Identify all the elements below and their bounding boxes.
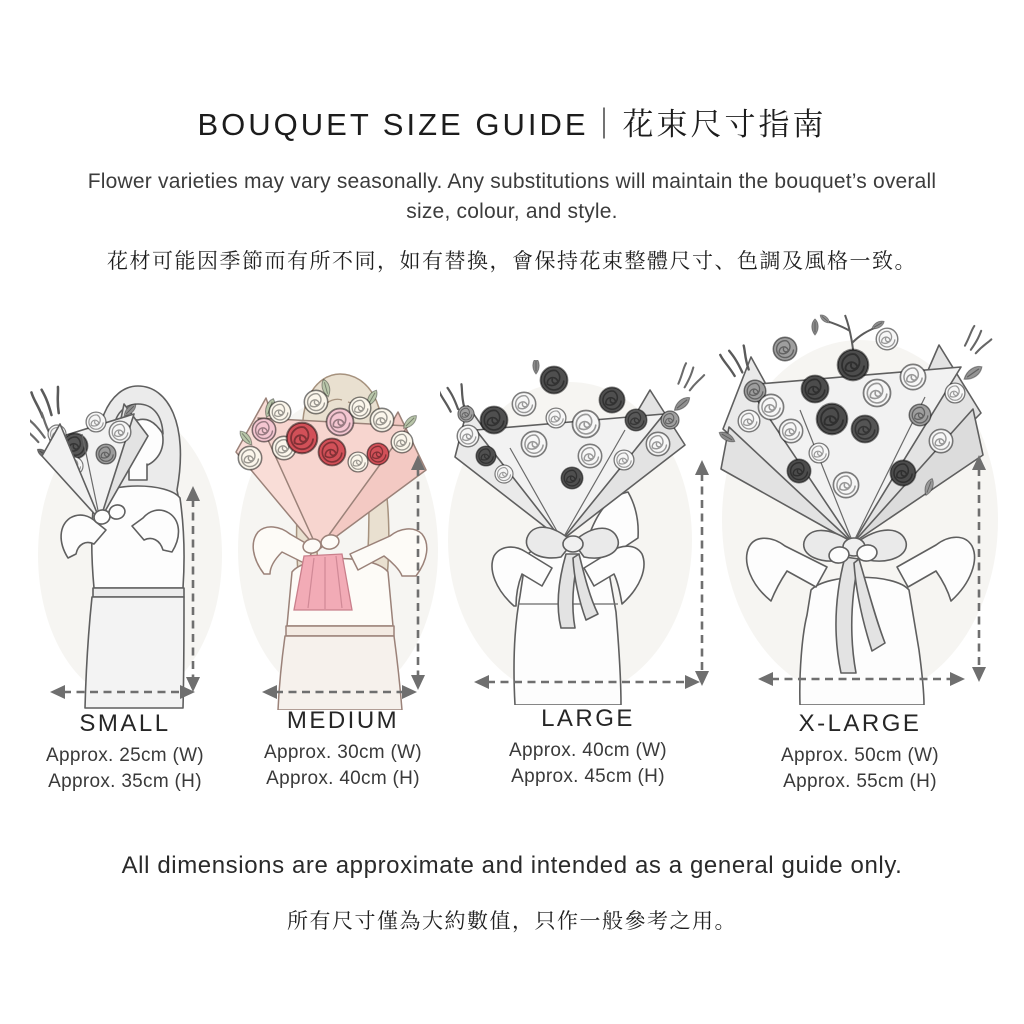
rose-flower <box>599 387 624 412</box>
size-width: Approx. 50cm (W) <box>781 745 939 766</box>
leaf <box>401 413 419 431</box>
rose-flower <box>809 443 829 463</box>
rose-flower <box>96 444 116 464</box>
rose-flower <box>909 404 931 426</box>
rose-flower <box>758 394 783 419</box>
rose-flower <box>109 421 131 443</box>
size-height: Approx. 45cm (H) <box>511 766 665 787</box>
leaf <box>812 319 818 335</box>
rose-flower <box>86 412 106 432</box>
size-name: MEDIUM <box>286 707 400 734</box>
size-name: SMALL <box>79 710 171 737</box>
rose-flower <box>787 459 810 482</box>
rose-flower <box>252 418 275 441</box>
rose-flower <box>546 408 566 428</box>
rose-flower <box>773 337 796 360</box>
rose-flower <box>838 350 869 381</box>
size-height: Approx. 40cm (H) <box>266 768 420 789</box>
rose-flower <box>391 431 413 453</box>
figure-small-illustration <box>30 370 240 710</box>
spike-leaf <box>675 363 705 393</box>
rose-flower <box>900 364 925 389</box>
leaf <box>533 360 539 374</box>
rose-flower <box>945 383 965 403</box>
rose-flower <box>890 460 915 485</box>
rose-flower <box>614 450 634 470</box>
medium-ribbon <box>294 554 352 610</box>
rose-flower <box>458 406 474 422</box>
rose-flower <box>738 410 760 432</box>
rose-flower <box>495 465 513 483</box>
leaf <box>672 395 692 414</box>
large-height-arrow <box>695 460 709 686</box>
subtitle-en-line1: Flower varieties may vary seasonally. Any substitutions will maintain the bouquet’s overall <box>87 170 937 193</box>
rose-flower <box>625 409 647 431</box>
rose-flower <box>817 404 848 435</box>
rose-flower <box>319 439 346 466</box>
rose-flower <box>370 408 393 431</box>
rose-flower <box>367 443 389 465</box>
rose-flower <box>578 444 601 467</box>
rose-flower <box>287 423 318 454</box>
rose-flower <box>541 367 568 394</box>
rose-flower <box>304 390 327 413</box>
rose-flower <box>779 419 802 442</box>
subtitle-en <box>0 167 1024 227</box>
size-label-small <box>20 710 230 795</box>
footer-note-en: All dimensions are approximate and intended as a general guide only. <box>121 852 903 879</box>
rose-flower <box>852 416 879 443</box>
rose-flower <box>876 328 898 350</box>
figure-xlarge-illustration <box>715 305 1015 705</box>
size-name: X-LARGE <box>798 710 922 737</box>
spike-leaf <box>31 385 64 418</box>
size-name: LARGE <box>541 705 635 732</box>
rose-flower <box>929 429 952 452</box>
size-width: Approx. 30cm (W) <box>264 742 422 763</box>
size-height: Approx. 35cm (H) <box>48 771 202 792</box>
size-width: Approx. 40cm (W) <box>509 740 667 761</box>
footer-note-zh: 所有尺寸僅為大約數值，只作一般參考之用。 <box>287 910 737 933</box>
size-label-large <box>483 705 693 790</box>
rose-flower <box>238 446 261 469</box>
rose-flower <box>269 401 291 423</box>
rose-flower <box>348 452 368 472</box>
page-title: BOUQUET SIZE GUIDE｜花束尺寸指南 <box>197 107 827 142</box>
spike-leaf <box>962 326 992 356</box>
rose-flower <box>573 411 600 438</box>
size-label-medium <box>238 707 448 792</box>
leaf <box>819 313 832 325</box>
size-width: Approx. 25cm (W) <box>46 745 204 766</box>
rose-flower <box>561 467 583 489</box>
subtitle-zh: 花材可能因季節而有所不同，如有替換，會保持花束整體尺寸、色調及風格一致。 <box>107 250 917 273</box>
figure-large-illustration <box>440 360 715 705</box>
size-label-xlarge <box>755 710 965 795</box>
rose-flower <box>457 425 479 447</box>
rose-flower <box>476 446 496 466</box>
rose-flower <box>802 376 829 403</box>
rose-flower <box>661 411 679 429</box>
rose-flower <box>833 472 858 497</box>
rose-flower <box>349 397 371 419</box>
figure-medium-illustration <box>230 360 450 710</box>
size-height: Approx. 55cm (H) <box>783 771 937 792</box>
rose-flower <box>481 407 508 434</box>
rose-flower <box>864 380 891 407</box>
leaf <box>962 363 985 382</box>
rose-flower <box>521 431 546 456</box>
subtitle-en-line2: size, colour, and style. <box>406 200 618 223</box>
rose-flower <box>646 432 669 455</box>
rose-flower <box>512 392 535 415</box>
